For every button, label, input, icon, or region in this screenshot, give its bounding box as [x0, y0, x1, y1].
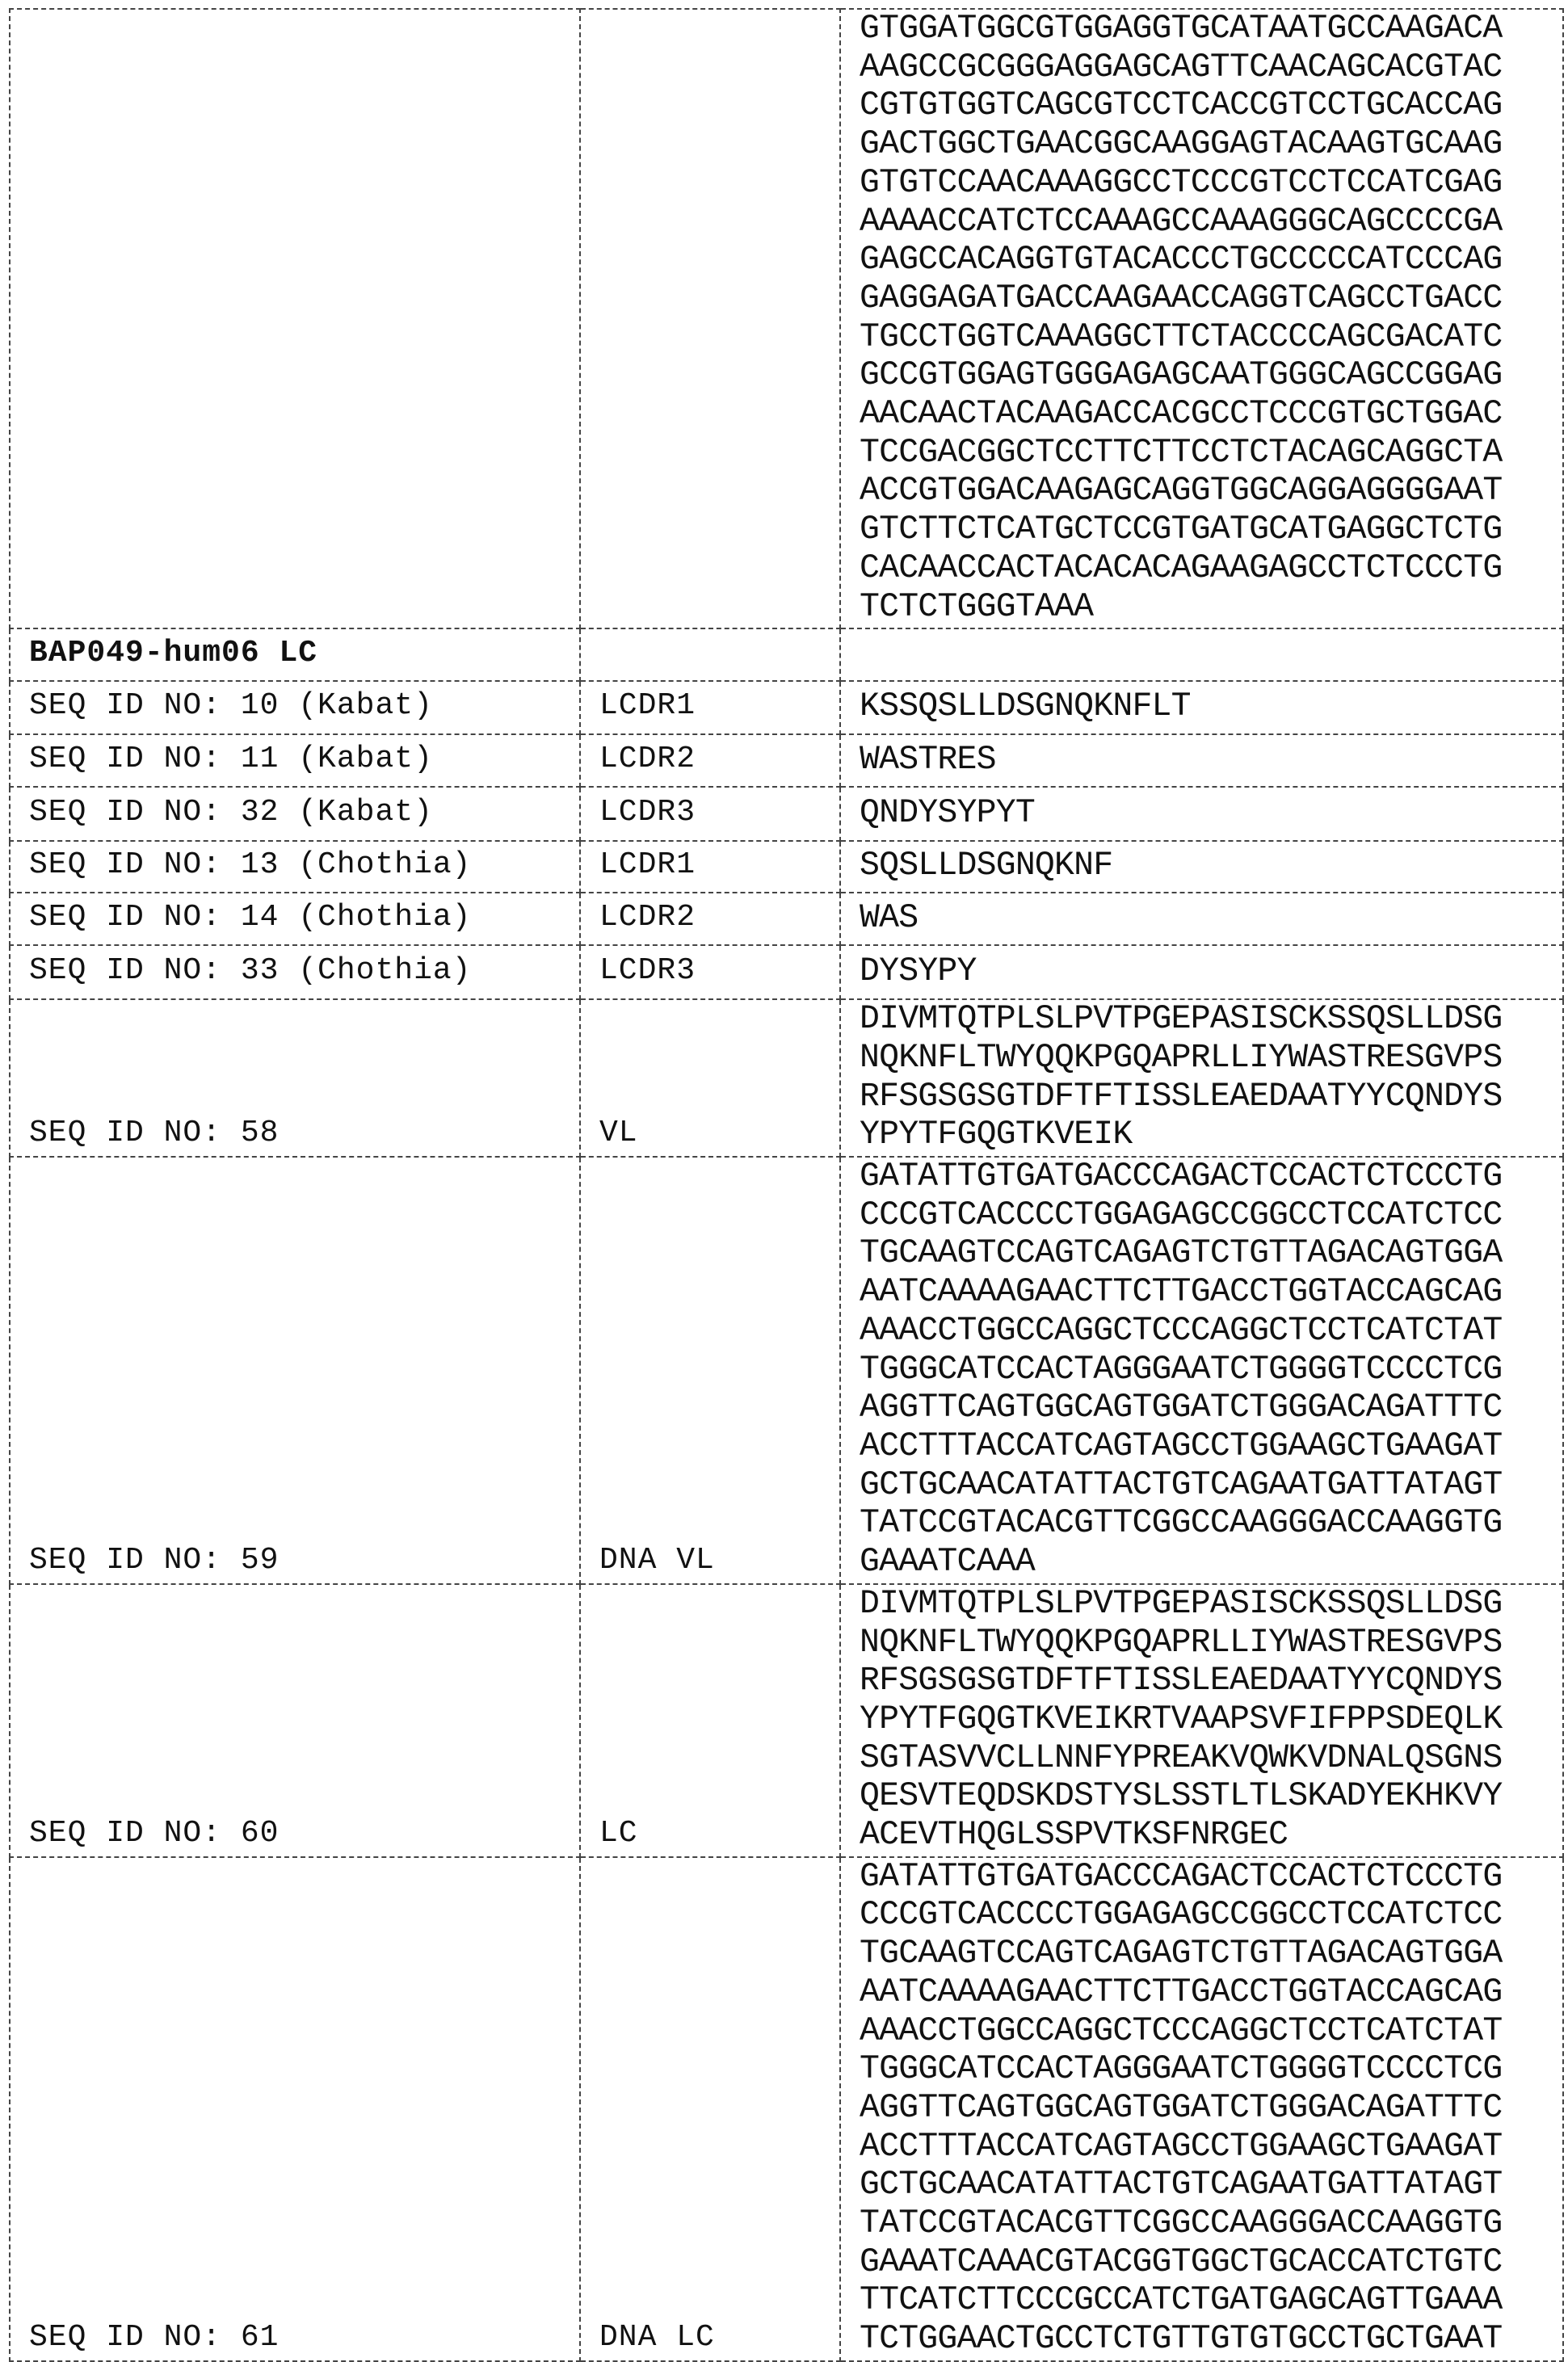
table-row: [10, 945, 1563, 999]
sequence-line: AGGTTCAGTGGCAGTGGATCTGGGACAGATTTC: [860, 2089, 1562, 2128]
seq-id-cell: [10, 9, 580, 628]
sequence-line: GATATTGTGATGACCCAGACTCCACTCTCCCTG: [860, 1158, 1562, 1196]
seq-id-cell: SEQ ID NO: 58: [10, 999, 580, 1157]
sequence-line: GAAATCAAA: [860, 1543, 1562, 1582]
region-cell: VL: [580, 999, 840, 1157]
sequence-line: NQKNFLTWYQQKPGQAPRLLIYWASTRESGVPS: [860, 1624, 1562, 1662]
sequence-line: DIVMTQTPLSLPVTPGEPASISCKSSQSLLDSG: [860, 1585, 1562, 1624]
region-cell: LCDR2: [580, 734, 840, 787]
sequence-line: GTGGATGGCGTGGAGGTGCATAATGCCAAGACA: [860, 10, 1562, 48]
sequence-cell: [840, 1584, 1563, 1857]
sequence-line: ACEVTHQGLSSPVTKSFNRGEC: [860, 1816, 1562, 1855]
region-cell: LCDR3: [580, 787, 840, 841]
region-cell: LCDR1: [580, 681, 840, 734]
region-cell: DNA LC: [580, 1857, 840, 2361]
table-row: [10, 734, 1563, 787]
sequence-line: ACCTTTACCATCAGTAGCCTGGAAGCTGAAGAT: [860, 2128, 1562, 2167]
sequence-line: AAGCCGCGGGAGGAGCAGTTCAACAGCACGTAC: [860, 48, 1562, 87]
region-cell: LCDR3: [580, 945, 840, 999]
seq-id-cell: SEQ ID NO: 60: [10, 1584, 580, 1857]
sequence-cell: [840, 893, 1563, 945]
seq-id-cell: SEQ ID NO: 61: [10, 1857, 580, 2361]
sequence-line: TGCAAGTCCAGTCAGAGTCTGTTAGACAGTGGA: [860, 1234, 1562, 1273]
sequence-line: GCTGCAACATATTACTGTCAGAATGATTATAGT: [860, 1466, 1562, 1505]
sequence-line: KSSQSLLDSGNQKNFLT: [860, 687, 1562, 726]
table-row: [10, 1157, 1563, 1584]
table-row: [10, 1584, 1563, 1857]
table-row: [10, 9, 1563, 628]
sequence-line: AAACCTGGCCAGGCTCCCAGGCTCCTCATCTAT: [860, 1312, 1562, 1351]
sequence-line: TTCATCTTCCCGCCATCTGATGAGCAGTTGAAA: [860, 2281, 1562, 2320]
sequence-line: CACAACCACTACACACAGAAGAGCCTCTCCCTG: [860, 549, 1562, 588]
sequence-line: NQKNFLTWYQQKPGQAPRLLIYWASTRESGVPS: [860, 1039, 1562, 1078]
sequence-cell: [840, 734, 1563, 787]
sequence-line: WAS: [860, 899, 1562, 938]
sequence-line: QNDYSYPYT: [860, 794, 1562, 833]
sequence-line: CCCGTCACCCCTGGAGAGCCGGCCTCCATCTCC: [860, 1196, 1562, 1235]
seq-id-cell: SEQ ID NO: 32 (Kabat): [10, 787, 580, 841]
section-header-row: [10, 628, 1563, 681]
sequence-cell: [840, 787, 1563, 841]
sequence-line: GCTGCAACATATTACTGTCAGAATGATTATAGT: [860, 2166, 1562, 2204]
sequence-line: TATCCGTACACGTTCGGCCAAGGGACCAAGGTG: [860, 2204, 1562, 2243]
table-row: [10, 841, 1563, 893]
sequence-line: AAAACCATCTCCAAAGCCAAAGGGCAGCCCCGA: [860, 203, 1562, 242]
sequence-line: AATCAAAAGAACTTCTTGACCTGGTACCAGCAG: [860, 1273, 1562, 1312]
sequence-cell: [840, 681, 1563, 734]
sequence-cell: [840, 9, 1563, 628]
seq-id-cell: SEQ ID NO: 10 (Kabat): [10, 681, 580, 734]
region-cell: LCDR1: [580, 841, 840, 893]
table-row: [10, 999, 1563, 1157]
region-cell: [580, 9, 840, 628]
sequence-line: SQSLLDSGNQKNF: [860, 847, 1562, 885]
table-row: [10, 1857, 1563, 2361]
section-title: BAP049-hum06 LC: [10, 628, 580, 681]
sequence-line: CGTGTGGTCAGCGTCCTCACCGTCCTGCACCAG: [860, 86, 1562, 125]
sequence-line: TCTCTGGGTAAA: [860, 588, 1562, 627]
sequence-cell: [840, 1857, 1563, 2361]
sequence-line: GCCGTGGAGTGGGAGAGCAATGGGCAGCCGGAG: [860, 356, 1562, 395]
sequence-line: GTGTCCAACAAAGGCCTCCCGTCCTCCATCGAG: [860, 164, 1562, 203]
sequence-line: YPYTFGQGTKVEIK: [860, 1116, 1562, 1154]
sequence-table-body: [10, 9, 1563, 2361]
sequence-line: RFSGSGSGTDFTFTISSLEAEDAATYYCQNDYS: [860, 1078, 1562, 1116]
sequence-line: GATATTGTGATGACCCAGACTCCACTCTCCCTG: [860, 1858, 1562, 1897]
region-cell: DNA VL: [580, 1157, 840, 1584]
region-cell: LCDR2: [580, 893, 840, 945]
table-row: [10, 787, 1563, 841]
sequence-cell: [840, 999, 1563, 1157]
sequence-line: AGGTTCAGTGGCAGTGGATCTGGGACAGATTTC: [860, 1389, 1562, 1427]
sequence-line: GTCTTCTCATGCTCCGTGATGCATGAGGCTCTG: [860, 511, 1562, 549]
sequence-line: AACAACTACAAGACCACGCCTCCCGTGCTGGAC: [860, 395, 1562, 434]
seq-id-cell: SEQ ID NO: 14 (Chothia): [10, 893, 580, 945]
sequence-line: TGGGCATCCACTAGGGAATCTGGGGTCCCCTCG: [860, 1351, 1562, 1389]
sequence-line: ACCTTTACCATCAGTAGCCTGGAAGCTGAAGAT: [860, 1427, 1562, 1466]
region-cell: [580, 628, 840, 681]
sequence-line: TGGGCATCCACTAGGGAATCTGGGGTCCCCTCG: [860, 2050, 1562, 2089]
seq-id-cell: SEQ ID NO: 59: [10, 1157, 580, 1584]
sequence-line: QESVTEQDSKDSTYSLSSTLTLSKADYEKHKVY: [860, 1777, 1562, 1816]
sequence-cell: [840, 628, 1563, 681]
table-row: [10, 681, 1563, 734]
sequence-table: [9, 8, 1564, 2362]
seq-id-cell: SEQ ID NO: 13 (Chothia): [10, 841, 580, 893]
sequence-line: AAACCTGGCCAGGCTCCCAGGCTCCTCATCTAT: [860, 2012, 1562, 2051]
sequence-line: TCTGGAACTGCCTCTGTTGTGTGCCTGCTGAAT: [860, 2320, 1562, 2359]
seq-id-cell: SEQ ID NO: 11 (Kabat): [10, 734, 580, 787]
sequence-line: GAGGAGATGACCAAGAACCAGGTCAGCCTGACC: [860, 279, 1562, 318]
sequence-line: GAAATCAAACGTACGGTGGCTGCACCATCTGTC: [860, 2243, 1562, 2282]
sequence-line: GACTGGCTGAACGGCAAGGAGTACAAGTGCAAG: [860, 125, 1562, 164]
sequence-line: YPYTFGQGTKVEIKRTVAAPSVFIFPPSDEQLK: [860, 1700, 1562, 1739]
sequence-line: TATCCGTACACGTTCGGCCAAGGGACCAAGGTG: [860, 1504, 1562, 1543]
sequence-line: SGTASVVCLLNNFYPREAKVQWKVDNALQSGNS: [860, 1739, 1562, 1778]
sequence-line: WASTRES: [860, 741, 1562, 780]
sequence-line: DYSYPY: [860, 952, 1562, 991]
sequence-cell: [840, 1157, 1563, 1584]
sequence-line: AATCAAAAGAACTTCTTGACCTGGTACCAGCAG: [860, 1973, 1562, 2012]
sequence-line: TCCGACGGCTCCTTCTTCCTCTACAGCAGGCTA: [860, 434, 1562, 473]
sequence-line: DIVMTQTPLSLPVTPGEPASISCKSSQSLLDSG: [860, 1000, 1562, 1039]
sequence-line: ACCGTGGACAAGAGCAGGTGGCAGGAGGGGAAT: [860, 472, 1562, 511]
sequence-cell: [840, 841, 1563, 893]
seq-id-cell: SEQ ID NO: 33 (Chothia): [10, 945, 580, 999]
sequence-line: RFSGSGSGTDFTFTISSLEAEDAATYYCQNDYS: [860, 1662, 1562, 1700]
sequence-cell: [840, 945, 1563, 999]
region-cell: LC: [580, 1584, 840, 1857]
sequence-line: CCCGTCACCCCTGGAGAGCCGGCCTCCATCTCC: [860, 1896, 1562, 1935]
sequence-line: TGCCTGGTCAAAGGCTTCTACCCCAGCGACATC: [860, 318, 1562, 357]
sequence-line: TGCAAGTCCAGTCAGAGTCTGTTAGACAGTGGA: [860, 1935, 1562, 1973]
table-row: [10, 893, 1563, 945]
sequence-line: GAGCCACAGGTGTACACCCTGCCCCCATCCCAG: [860, 241, 1562, 279]
